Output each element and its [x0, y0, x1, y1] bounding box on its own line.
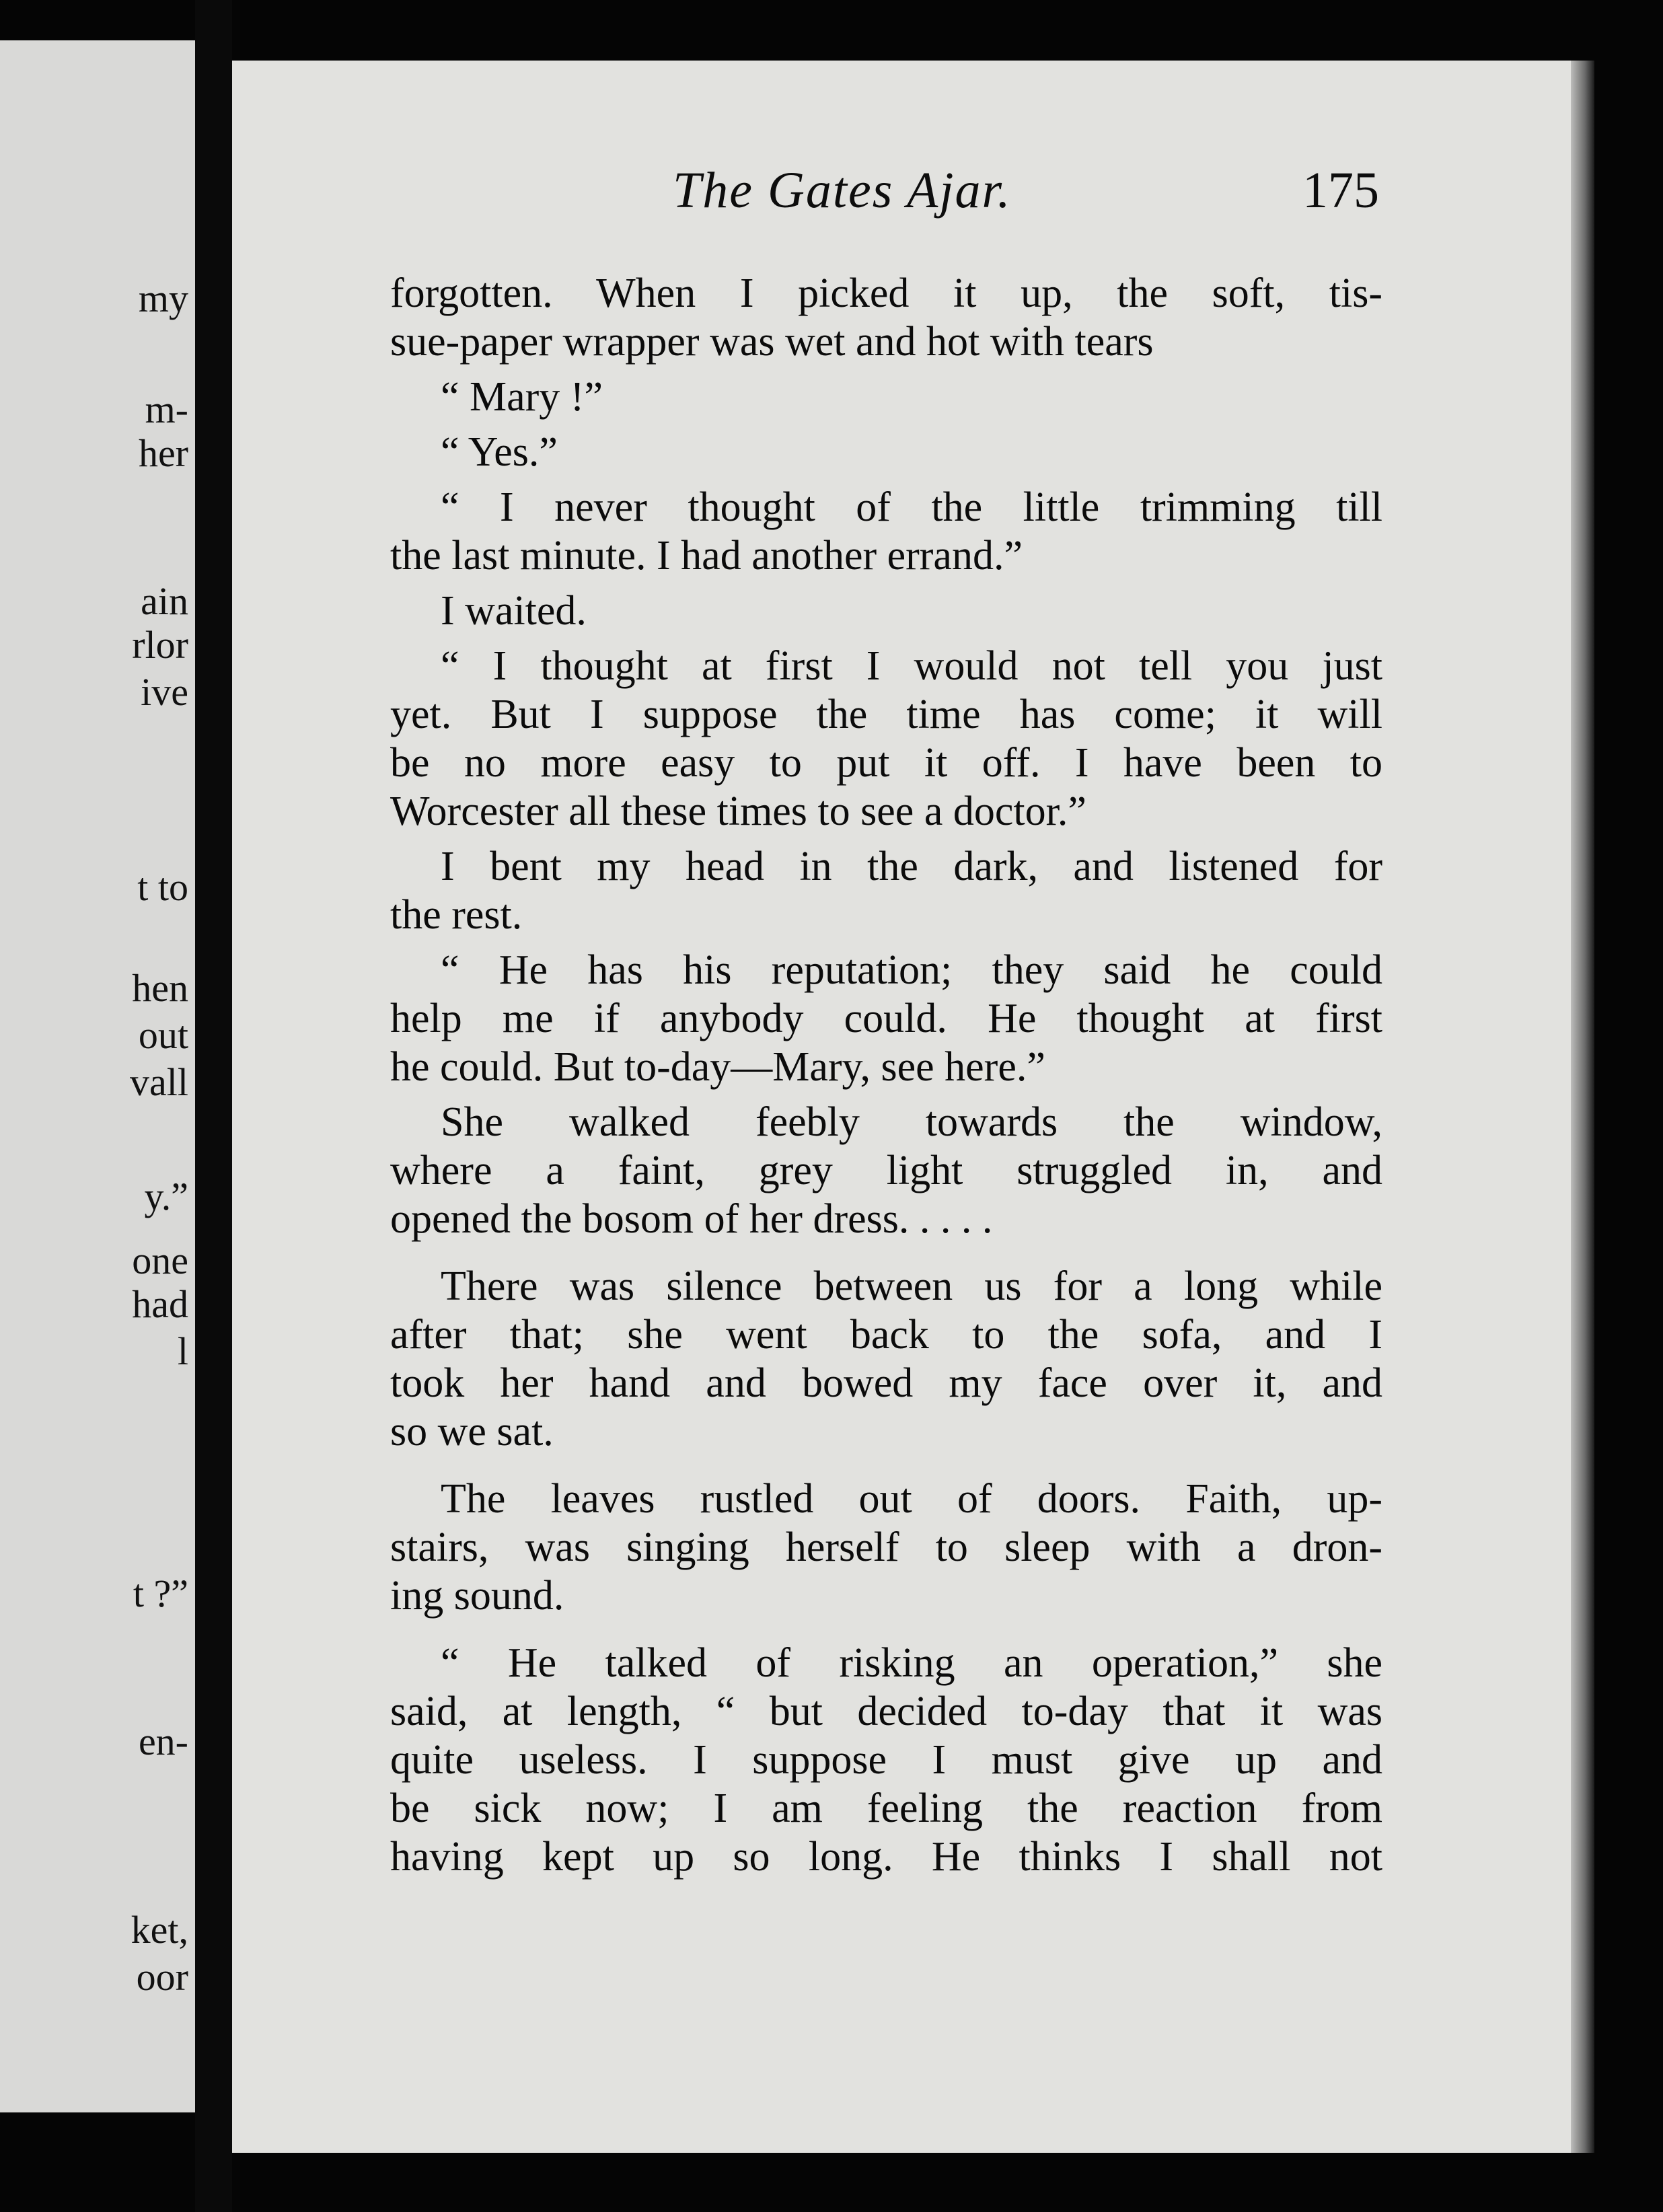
running-title: The Gates Ajar.: [673, 162, 1012, 219]
text-line: sue-paper wrapper was wet and hot with tears: [390, 319, 1154, 365]
text-line: “ He talked of risking an operation,” she: [441, 1640, 1382, 1686]
left-page-fragment: ket,: [131, 1908, 188, 1952]
text-line: “ I never thought of the little trimming till: [441, 484, 1382, 530]
left-page-fragment: ive: [141, 670, 188, 714]
page-edge: [1571, 61, 1594, 2153]
left-page-fragment: had: [132, 1282, 188, 1326]
text-line: took her hand and bowed my face over it, and: [390, 1360, 1382, 1406]
text-line: help me if anybody could. He thought at first: [390, 996, 1382, 1041]
left-page-fragment: y.”: [144, 1175, 188, 1218]
left-page-fragment: m-: [145, 388, 188, 431]
text-line: having kept up so long. He thinks I shall not: [390, 1834, 1382, 1880]
left-page-fragment: hen: [132, 966, 188, 1010]
text-line: “ I thought at first I would not tell you just: [441, 643, 1382, 689]
left-page-fragment: her: [138, 431, 188, 475]
left-page-fragment: l: [177, 1329, 188, 1373]
text-line: Worcester all these times to see a doctor.”: [390, 788, 1086, 834]
text-line: opened the bosom of her dress. . . . .: [390, 1196, 993, 1242]
text-line: be no more easy to put it off. I have been to: [390, 740, 1382, 786]
left-page-fragment: t ?”: [133, 1572, 188, 1615]
text-line: I waited.: [441, 588, 587, 634]
body-text: [390, 269, 1382, 1881]
text-line: be sick now; I am feeling the reaction from: [390, 1785, 1382, 1831]
text-line: ing sound.: [390, 1573, 564, 1619]
text-line: She walked feebly towards the window,: [441, 1099, 1382, 1145]
left-page-fragment: one: [132, 1239, 188, 1282]
page-header: [673, 161, 1386, 222]
left-page-fragment: out: [138, 1013, 188, 1057]
page-number: 175: [1302, 162, 1379, 219]
text-line: the last minute. I had another errand.”: [390, 533, 1023, 579]
left-page-fragment: en-: [138, 1720, 188, 1763]
text-line: “ Yes.”: [441, 429, 558, 475]
left-page-fragment: t to: [137, 865, 188, 909]
text-line: “ He has his reputation; they said he could: [441, 947, 1382, 993]
text-line: forgotten. When I picked it up, the soft, tis-: [390, 270, 1382, 316]
left-facing-page: [0, 40, 195, 2112]
text-line: quite useless. I suppose I must give up and: [390, 1737, 1382, 1783]
left-page-fragment: vall: [130, 1060, 188, 1104]
text-line: I bent my head in the dark, and listened for: [441, 844, 1382, 889]
text-line: so we sat.: [390, 1409, 554, 1454]
left-page-fragment: my: [138, 276, 188, 320]
text-line: where a faint, grey light struggled in, and: [390, 1148, 1382, 1193]
book-gutter: [195, 0, 232, 2212]
left-page-fragment: rlor: [132, 623, 188, 667]
text-line: stairs, was singing herself to sleep with a dron-: [390, 1524, 1382, 1570]
left-page-fragment: oor: [136, 1955, 188, 1999]
text-line: “ Mary !”: [441, 374, 603, 420]
text-line: yet. But I suppose the time has come; it will: [390, 692, 1382, 737]
text-line: The leaves rustled out of doors. Faith, up-: [441, 1476, 1382, 1522]
text-line: said, at length, “ but decided to-day that it was: [390, 1689, 1382, 1734]
text-line: There was silence between us for a long while: [441, 1263, 1382, 1309]
text-line: after that; she went back to the sofa, and I: [390, 1312, 1382, 1358]
text-line: the rest.: [390, 892, 523, 938]
left-page-fragment: ain: [141, 579, 188, 623]
text-line: he could. But to-day—Mary, see here.”: [390, 1044, 1045, 1090]
